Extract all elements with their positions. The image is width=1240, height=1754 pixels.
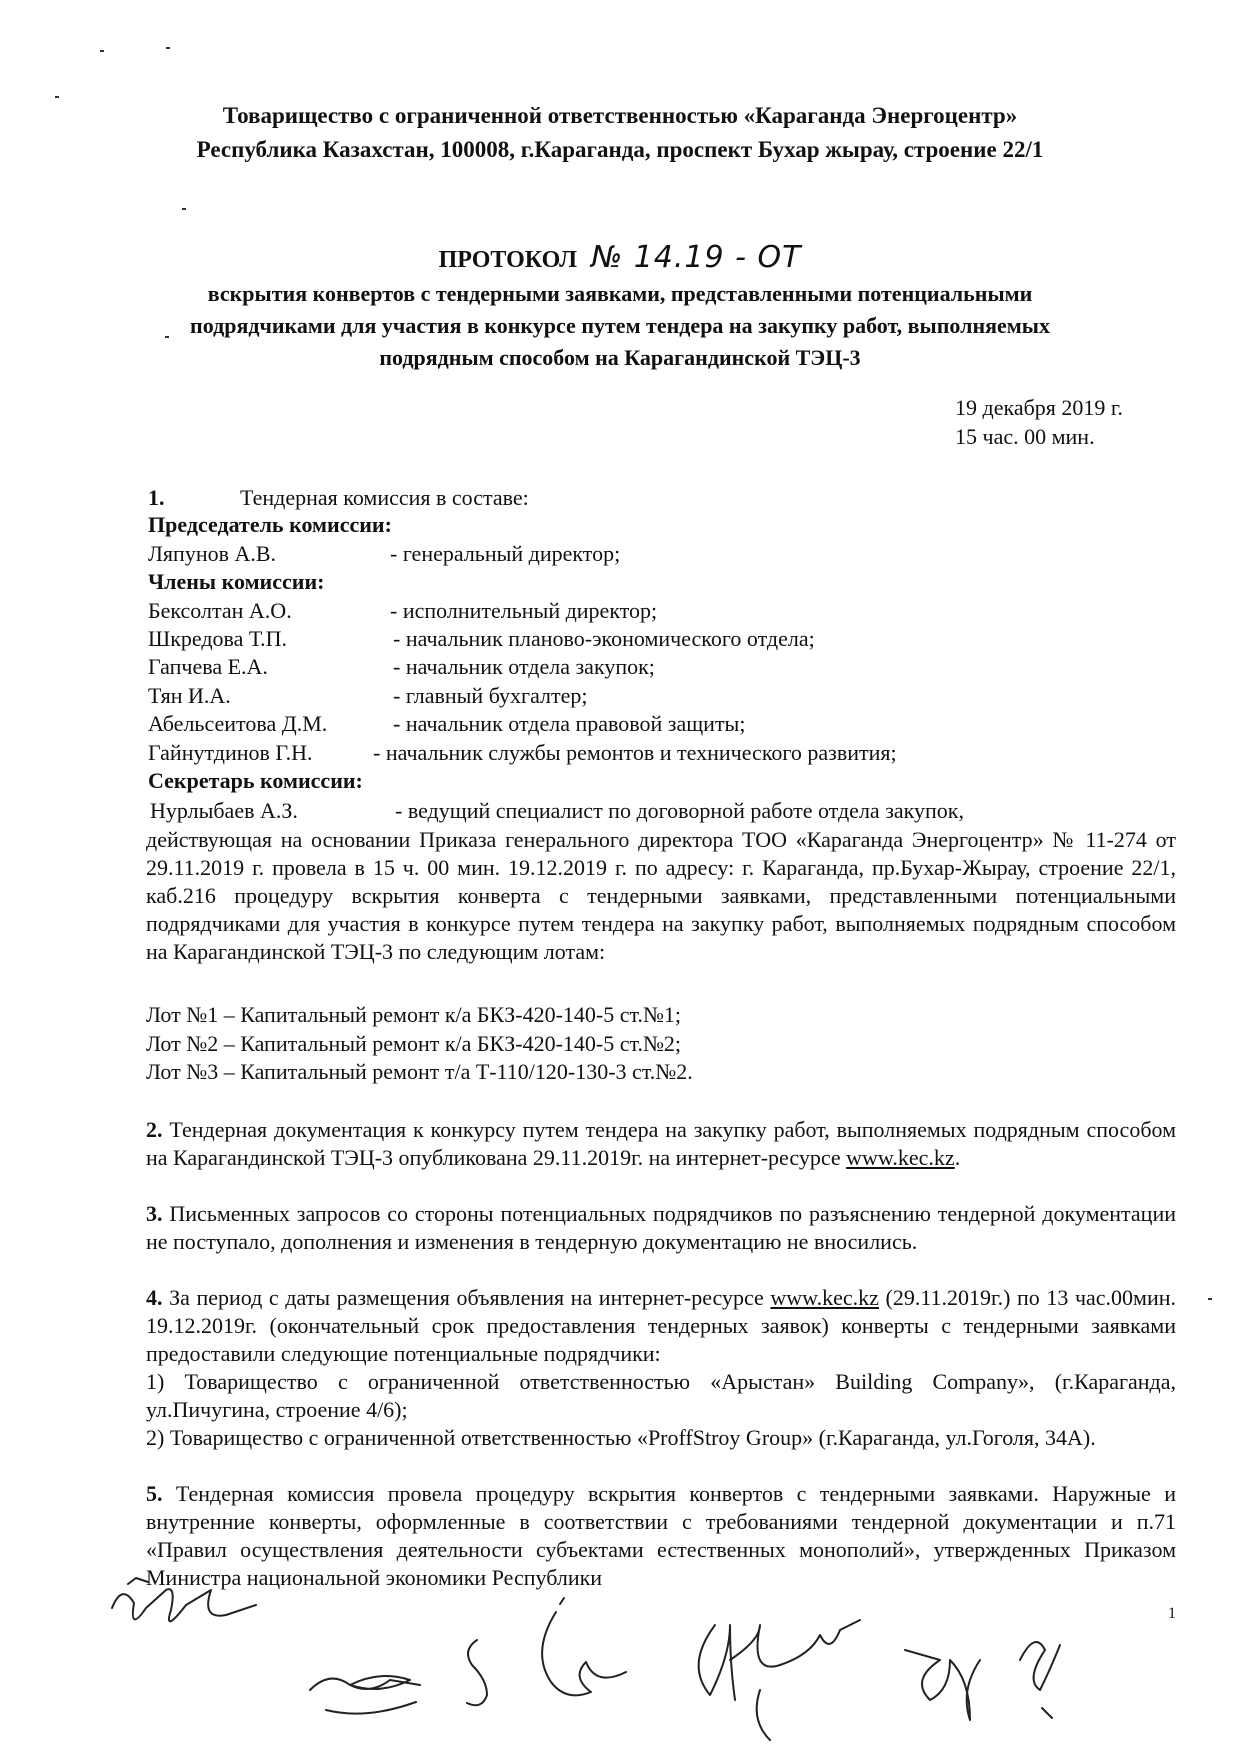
member-role: - главный бухгалтер; (393, 683, 588, 708)
section-4-text-a: За период с даты размещения объявления на интернет-ресурсе (169, 1285, 764, 1310)
signature (905, 1650, 980, 1720)
member-name: Абельсеитова Д.М. (148, 711, 328, 736)
member-role: - начальник отдела правовой защиты; (393, 711, 746, 736)
secretary-role: - ведущий специалист по договорной работе отдела закупок, (395, 798, 964, 823)
secretary-heading: Секретарь комиссии: (148, 768, 363, 793)
chair-role: - генеральный директор; (390, 541, 621, 566)
member-name: Гайнутдинов Г.Н. (148, 740, 313, 765)
signature (310, 1676, 420, 1690)
member-name: Гапчева Е.А. (148, 654, 268, 679)
signature (326, 1702, 416, 1714)
protocol-handwritten-number: № 14.19 - ОТ (590, 240, 802, 275)
section-1-number: 1. (148, 485, 165, 510)
signature (1020, 1642, 1060, 1690)
chair-name: Ляпунов А.В. (148, 541, 277, 566)
signature (757, 1690, 770, 1740)
website-link[interactable]: www.kec.kz (846, 1145, 955, 1170)
member-role: - исполнительный директор; (390, 598, 658, 623)
lot-item: Лот №1 – Капитальный ремонт к/а БКЗ-420-140-5 ст.№1; (146, 1002, 682, 1027)
bidder-item: 2) Товарищество с ограниченной ответственностью «ProffStroy Group» (г.Караганда, ул.Гоголя, 34А). (146, 1425, 1096, 1450)
signature (1042, 1708, 1052, 1718)
page-number: 1 (1168, 1605, 1176, 1622)
member-role: - начальник планово-экономического отдела; (393, 626, 815, 651)
website-link[interactable]: www.kec.kz (770, 1285, 879, 1310)
lot-item: Лот №2 – Капитальный ремонт к/а БКЗ-420-140-5 ст.№2; (146, 1031, 682, 1056)
bidder-item: 1) Товарищество с ограниченной ответственностью «Арыстан» Building Company», (г.Караганда, ул.Пичугина, строение 4/6); (146, 1369, 1176, 1422)
chair-heading: Председатель комиссии: (148, 512, 392, 537)
member-role: - начальник отдела закупок; (393, 654, 655, 679)
section-2-text: Тендерная документация к конкурсу путем тендера на закупку работ, выполняемых подрядным способом на Карагандинской ТЭЦ-3 опубликована 29.11.2019г. на интернет-ресурсе (146, 1117, 1177, 1170)
protocol-time: 15 час. 00 мин. (955, 424, 1095, 449)
company-address: Республика Казахстан, 100008, г.Караганда, проспект Бухар жырау, строение 22/1 (196, 137, 1044, 162)
members-heading: Члены комиссии: (148, 569, 325, 594)
signature (730, 1620, 860, 1667)
section-5-number: 5. (146, 1481, 163, 1506)
member-name: Шкредова Т.П. (148, 626, 288, 651)
protocol-date: 19 декабря 2019 г. (955, 395, 1123, 420)
signature (560, 1598, 564, 1604)
member-name: Бексолтан А.О. (148, 598, 292, 623)
protocol-label: ПРОТОКОЛ (438, 247, 577, 273)
section-2-number: 2. (146, 1117, 163, 1142)
signature (542, 1612, 626, 1695)
member-role: - начальник службы ремонтов и технического развития; (373, 740, 897, 765)
section-1-text: действующая на основании Приказа генерального директора ТОО «Караганда Энергоцентр» № 11-274 от 29.11.2019 г. провела в 15 ч. 00 мин. 19.12.2019 г. по адресу: г. Караганда, пр.Бухар-Жырау, строение 22/1, каб.216 процедуру вскрытия конверта с тендерными заявками, представленными потенциальными подрядчиками для участия в конкурсе путем тендера на закупку работ, выполняемых подрядным способом на Карагандинской ТЭЦ-3 по следующим лотам: (146, 827, 1176, 964)
signature (699, 1625, 735, 1700)
signature (112, 1589, 256, 1621)
company-name: Товарищество с ограниченной ответственностью «Караганда Энергоцентр» (222, 103, 1018, 128)
section-2-end: . (954, 1145, 961, 1170)
lot-item: Лот №3 – Капитальный ремонт т/а Т-110/120-130-3 ст.№2. (146, 1059, 693, 1084)
signature (128, 1578, 148, 1584)
section-4-text-b: (29.11.2019г.) по 13 час.00мин. 19.12.2019г. (окончательный срок предоставления тендерных заявок) конверты с тендерными заявками предоставили следующие потенциальные подрядчики: (146, 1285, 1177, 1366)
signature (467, 1640, 487, 1705)
section-4-number: 4. (146, 1285, 163, 1310)
secretary-name: Нурлыбаев А.З. (150, 798, 298, 823)
section-5-text: Тендерная комиссия провела процедуру вскрытия конвертов с тендерными заявками. Наружные и внутренние конверты, оформленные в соответствии с требованиями тендерной документации и п.71 «Правил осуществления деятельности субъектами естественных монополий», утвержденных Приказом Министра национальной экономики Республики (146, 1481, 1177, 1590)
member-name: Тян И.А. (148, 683, 231, 708)
commission-intro: Тендерная комиссия в составе: (240, 485, 529, 510)
section-3-text: Письменных запросов со стороны потенциальных подрядчиков по разъяснению тендерной документации не поступало, дополнения и изменения в тендерную документацию не вносились. (146, 1201, 1177, 1254)
section-3-number: 3. (146, 1201, 163, 1226)
protocol-subtitle: вскрытия конвертов с тендерными заявками, представленными потенциальными подрядчиками для участия в конкурсе путем тендера на закупку работ, выполняемых подрядным способом на Карагандинской ТЭЦ-3 (190, 281, 1050, 370)
